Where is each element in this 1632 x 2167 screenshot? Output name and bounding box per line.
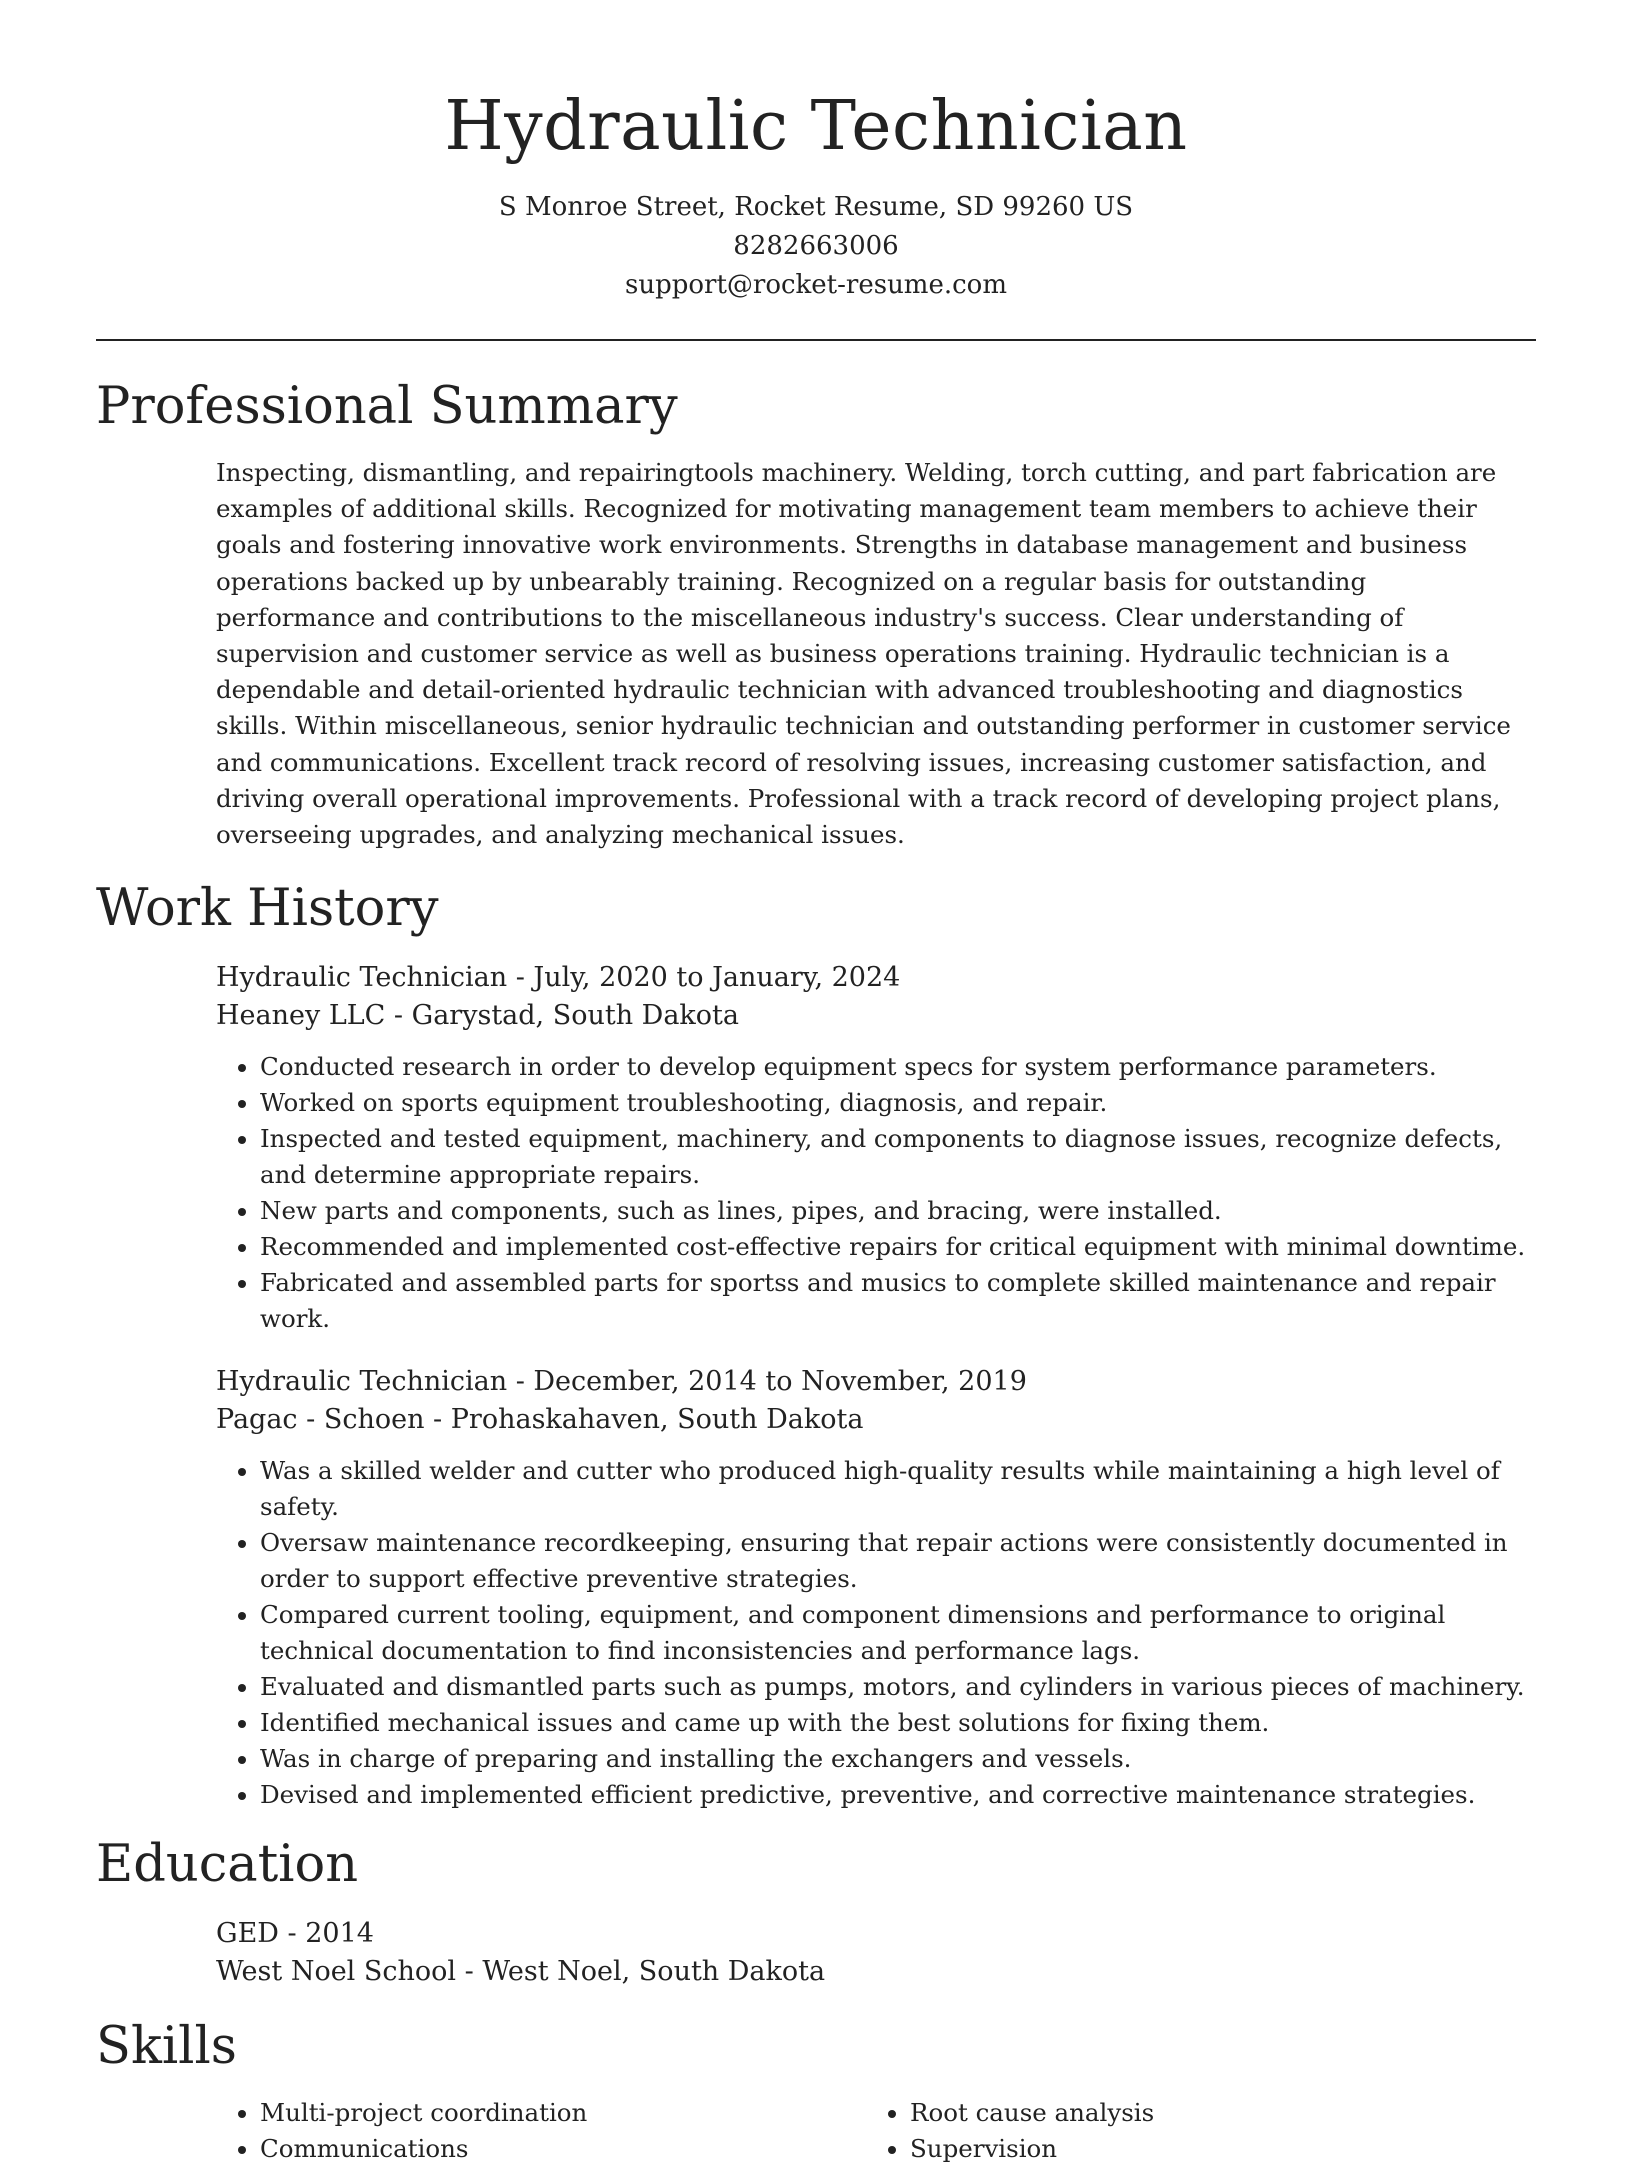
section-title-work: Work History [96,879,439,939]
education-entry [216,1915,1536,1991]
education-section [96,1833,1536,1991]
professional-summary-section [96,375,1536,853]
skill-item: • Communications [260,2131,866,2167]
job-bullet: • Was in charge of preparing and installing the exchangers and vessels. [260,1741,1550,1777]
job-bullet: • Oversaw maintenance recordkeeping, ensuring that repair actions were consistently documented in order to support effective preventive strategies. [260,1525,1550,1597]
job-bullet: • Compared current tooling, equipment, and component dimensions and performance to original technical documentation to find inconsistencies and performance lags. [260,1597,1550,1669]
job-bullet-list [216,1453,1550,1813]
skill-item: • Supervision [910,2131,1516,2167]
job-entry [216,1363,1536,1813]
job-bullet: • Devised and implemented efficient predictive, preventive, and corrective maintenance strategies. [260,1777,1550,1813]
section-title-skills: Skills [96,2017,237,2077]
skill-item: • Root cause analysis [910,2095,1516,2131]
job-title-line: Hydraulic Technician - December, 2014 to November, 2019 [216,1366,1027,1398]
job-entry [216,959,1536,1337]
job-bullet: • Identified mechanical issues and came up with the best solutions for fixing them. [260,1705,1550,1741]
contact-email[interactable]: support@rocket-resume.com [624,270,1007,300]
work-history-section [96,877,1536,1813]
job-bullet: • Fabricated and assembled parts for sportss and musics to complete skilled maintenance and repair work. [260,1265,1550,1337]
job-company-line: Pagac - Schoen - Prohaskahaven, South Dakota [216,1404,864,1436]
job-bullet-list [216,1049,1550,1337]
summary-text: Inspecting, dismantling, and repairingtools machinery. Welding, torch cutting, and part fabrication are examples of additional skills. Recognized for motivating management team members to achieve their goals and fostering innovative work environments. Strengths in database management and business operations backed up by unbearably training. Recognized on a regular basis for outstanding performance and contributions to the miscellaneous industry's success. Clear understanding of supervision and customer service as well as business operations training. Hydraulic technician is a dependable and detail-oriented hydraulic technician with advanced troubleshooting and diagnostics skills. Within miscellaneous, senior hydraulic technician and outstanding performer in customer service and communications. Excellent track record of resolving issues, increasing customer satisfaction, and driving overall operational improvements. Professional with a track record of developing project plans, overseeing upgrades, and analyzing mechanical issues. [216,458,1511,850]
section-title-education: Education [96,1835,359,1895]
job-bullet: • New parts and components, such as lines, pipes, and bracing, were installed. [260,1193,1550,1229]
job-bullet: • Inspected and tested equipment, machinery, and components to diagnose issues, recognize defects, and determine appropriate repairs. [260,1121,1550,1193]
resume-page [96,0,1536,2167]
section-title-summary: Professional Summary [96,377,678,436]
contact-block [96,188,1536,305]
skills-grid [216,2095,1536,2167]
job-bullet: • Was a skilled welder and cutter who produced high-quality results while maintaining a high level of safety. [260,1453,1550,1525]
job-bullet: • Conducted research in order to develop equipment specs for system performance parameters. [260,1049,1550,1085]
skills-column-right [866,2095,1516,2167]
education-degree-line: GED - 2014 [216,1918,374,1950]
job-bullet: • Recommended and implemented cost-effective repairs for critical equipment with minimal downtime. [260,1229,1550,1265]
contact-address: S Monroe Street, Rocket Resume, SD 99260 US [498,192,1134,222]
job-bullet: • Evaluated and dismantled parts such as pumps, motors, and cylinders in various pieces of machinery. [260,1669,1550,1705]
skills-section [96,2015,1536,2167]
skills-column-left [216,2095,866,2167]
job-bullet: • Worked on sports equipment troubleshooting, diagnosis, and repair. [260,1085,1550,1121]
contact-phone: 8282663006 [733,231,899,261]
education-school-line: West Noel School - West Noel, South Dakota [216,1956,826,1988]
resume-name: Hydraulic Technician [444,87,1188,166]
job-company-line: Heaney LLC - Garystad, South Dakota [216,1000,739,1032]
header-divider [96,339,1536,341]
job-title-line: Hydraulic Technician - July, 2020 to January, 2024 [216,962,901,994]
skill-item: • Multi-project coordination [260,2095,866,2131]
